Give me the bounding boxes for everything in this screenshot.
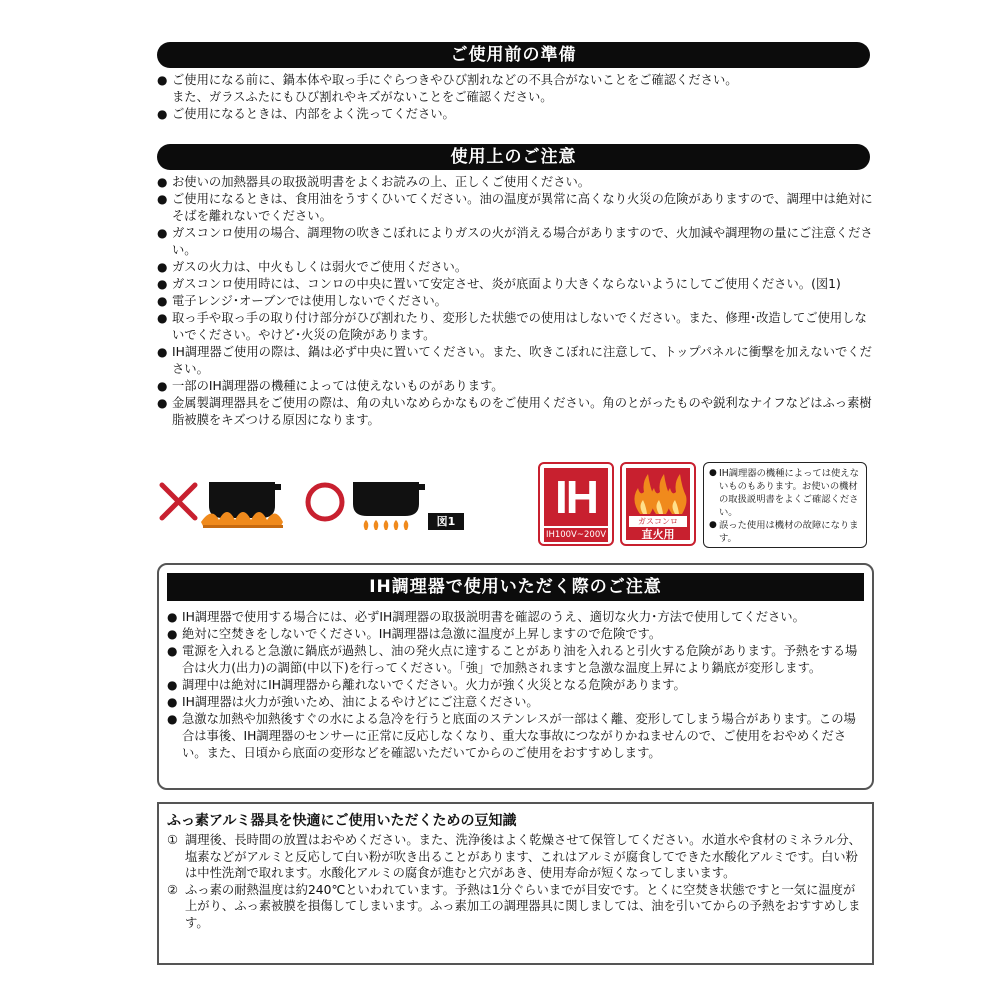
list-item: ● 一部のIH調理器の機種によっては使えないものがあります。 — [157, 378, 873, 395]
usage-cautions-list — [157, 174, 873, 429]
list-item: ● IH調理器は火力が強いため、油によるやけどにご注意ください。 — [167, 694, 867, 711]
ih-compatible-badge — [538, 462, 614, 546]
list-item: ● お使いの加熱器具の取扱説明書をよくお読みの上、正しくご使用ください。 — [157, 174, 873, 191]
tips-box — [157, 802, 874, 965]
pan-with-large-flame-icon — [201, 482, 283, 528]
list-item — [167, 882, 864, 932]
list-item: ● 金属製調理器具をご使用の際は、角の丸いなめらかなものをご使用ください。角のとがったものや鋭利なナイフなどはふっ素樹脂被膜をキズつける原因になります。 — [157, 395, 873, 429]
pan-with-small-flame-icon — [353, 482, 425, 530]
tips-title: ふっ素アルミ器具を快適にご使用いただくための豆知識 — [167, 813, 517, 829]
list-item: ● 電源を入れると急激に鍋底が過熱し、油の発火点に達することがあり油を入れると引火する危険があります。予熱をする場合は火力(出力)の調節(中以下)を行ってください。「強」で加熱されますと急激な温度上昇により鍋底が変形します。 — [167, 643, 867, 677]
list-item: ● IH調理器で使用する場合には、必ずIH調理器の取扱説明書を確認のうえ、適切な火力･方法で使用してください。 — [167, 609, 867, 626]
tip-text: 調理後、長時間の放置はおやめください。また、洗浄後はよく乾燥させて保管してください。水道水や食材のミネラル分、塩素などがアルミと反応して白い粉が吹き出ることがあります、これはアルミが腐食してできた水酸化アルミです。白い粉は中性洗剤で取れます。水酸化アルミの腐食が進むと穴があき、使用寿命が短くなってしまいます。 — [185, 833, 861, 880]
section-title-preparation: ご使用前の準備 — [157, 42, 870, 68]
ih-badge-text: IH — [544, 468, 608, 526]
wrong-x-icon — [162, 485, 195, 518]
side-note: ● 誤った使用は機材の故障になります。 — [709, 519, 861, 545]
side-note: ● IH調理器の機種によっては使えないものもあります。お使いの機材の取扱説明書をよくご確認ください。 — [709, 467, 861, 519]
ih-cautions-list — [167, 609, 867, 762]
list-item: ● 絶対に空焚きをしないでください。IH調理器は急激に温度が上昇しますので危険です。 — [167, 626, 867, 643]
list-item — [167, 832, 864, 882]
list-item: ● 調理中は絶対にIH調理器から離れないでください。火力が強く火災となる危険があります。 — [167, 677, 867, 694]
preparation-list — [157, 72, 873, 123]
list-item: ● 急激な加熱や加熱後すぐの水による急冷を行うと底面のステンレスが一部はく離、変形してしまう場合があります。この場合は事後、IH調理器のセンサーに正常に反応しなくなり、重大な事故につながりかねませんので、ご使用をおやめください。また、日頃から底面の変形などを確認いただいてからのご使用をおすすめします。 — [167, 711, 867, 762]
list-item: ● ガスの火力は、中火もしくは弱火でご使用ください。 — [157, 259, 873, 276]
ih-cautions-box — [157, 563, 874, 790]
side-notes-box — [703, 462, 867, 548]
section-title-ih-cautions: IH調理器で使用いただく際のご注意 — [167, 573, 864, 601]
ih-badge-voltage: IH100V~200V — [545, 530, 607, 540]
list-item: ● ご使用になるときは、食用油をうすくひいてください。油の温度が異常に高くなり火災の危険がありますので、調理中は絶対にそばを離れないでください。 — [157, 191, 873, 225]
tip-number: ② — [167, 882, 179, 897]
tips-list — [167, 832, 864, 931]
figure-label: 図1 — [428, 513, 464, 530]
tip-number: ① — [167, 833, 179, 847]
tip-text: ふっ素の耐熱温度は約240℃といわれています。予熱は1分ぐらいまでが目安です。とくに空焚き状態ですと一気に温度が上がり、ふっ素被膜を損傷してしまいます。ふっ素加工の調理器具に関しましては、油を引いてからの予熱をおすすめします。 — [185, 882, 861, 930]
flame-icon — [626, 470, 694, 516]
gas-badge-subtitle: ガスコンロ — [629, 516, 687, 527]
gas-badge-title: 直火用 — [641, 528, 675, 541]
list-item: ● ご使用になる前に、鍋本体や取っ手にぐらつきやひび割れなどの不具合がないことをご確認ください。 また、ガラスふたにもひび割れやキズがないことをご確認ください。 — [157, 72, 873, 106]
correct-circle-icon — [308, 485, 342, 519]
list-item: ● ガスコンロ使用の場合、調理物の吹きこぼれによりガスの火が消える場合がありますので、火加減や調理物の量にご注意ください。 — [157, 225, 873, 259]
list-item: ● 電子レンジ･オーブンでは使用しないでください。 — [157, 293, 873, 310]
gas-stove-badge — [620, 462, 696, 546]
section-title-usage-cautions: 使用上のご注意 — [157, 144, 870, 170]
list-item: ● ご使用になるときは、内部をよく洗ってください。 — [157, 106, 873, 123]
list-item: ● 取っ手や取っ手の取り付け部分がひび割れたり、変形した状態での使用はしないでください。また、修理･改造してご使用しないでください。やけど･火災の危険があります。 — [157, 310, 873, 344]
list-item: ● ガスコンロ使用時には、コンロの中央に置いて安定させ、炎が底面より大きくならないようにしてご使用ください。(図1) — [157, 276, 873, 293]
list-item: ● IH調理器ご使用の際は、鍋は必ず中央に置いてください。また、吹きこぼれに注意して、トップパネルに衝撃を加えないでください。 — [157, 344, 873, 378]
